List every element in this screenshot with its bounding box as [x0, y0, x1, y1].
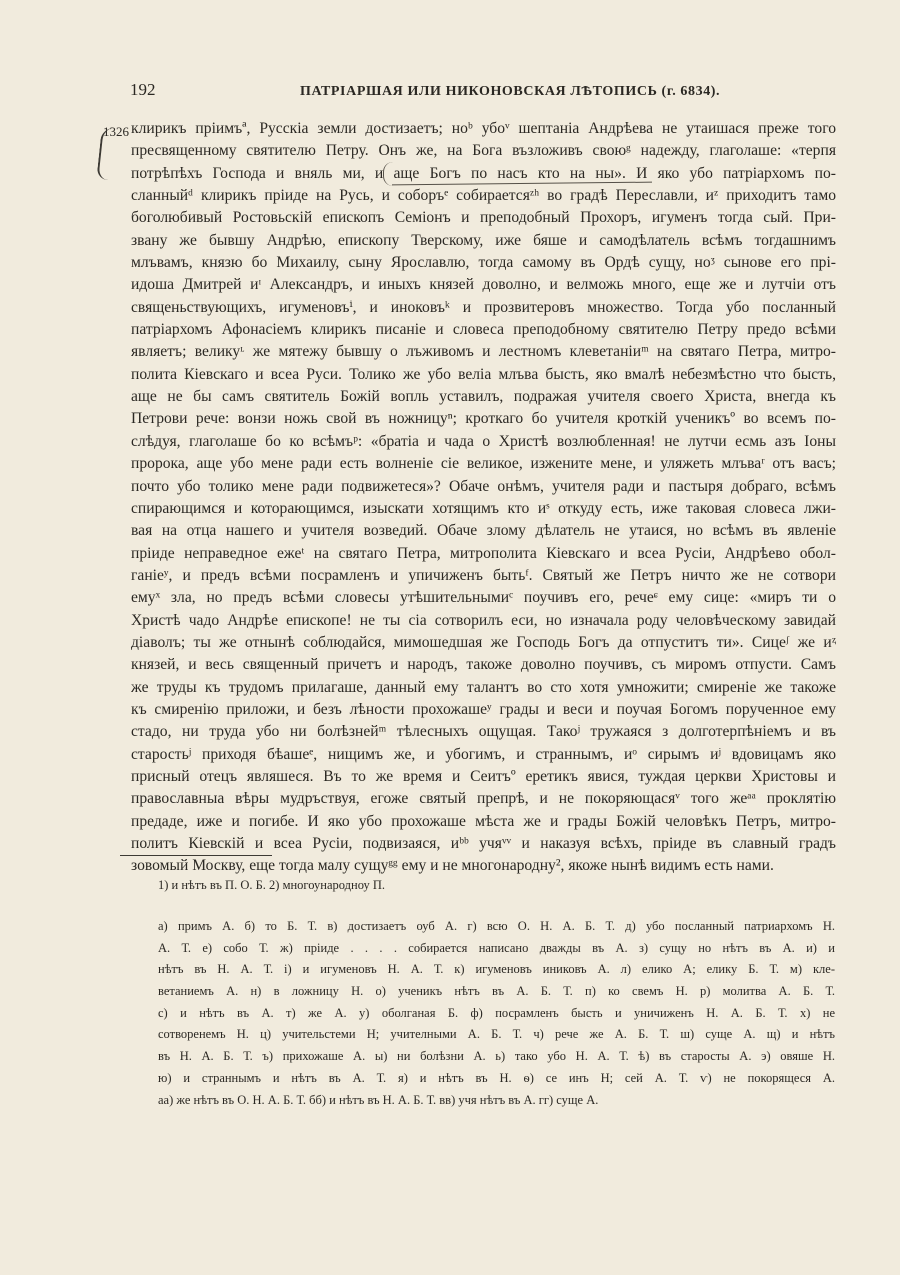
variant-readings — [158, 916, 835, 1111]
text-line: пріиде неправедное ежеᵗ на святаго Петра, митрополита Кіевскаго и всеа Русіи, Андрѣево обол- — [131, 544, 836, 562]
running-title: ПАТРІАРШАЯ ИЛИ НИКОНОВСКАЯ ЛѢТОПИСЬ (г. 6834). — [300, 84, 721, 99]
text-line: являетъ; великуᶫ же мятежу бывшу о лъживомъ и лестномъ клеветаніиᵐ на святаго Петра, митро- — [131, 343, 836, 361]
main-text — [131, 118, 836, 878]
variant-line: сотворенемъ Н. ц) учительстеми Н; учителными А. Б. Т. ч) рече же А. Б. Т. ш) суще А. щ) и нѣтъ — [158, 1027, 835, 1042]
text-line: млъвамъ, князю бо Михаилу, сыну Ярославлю, тогда самому въ Ордѣ сущу, ноᶾ сынове его прі- — [131, 254, 836, 272]
text-line: ганіеʸ, и предъ всѣми посрамленъ и упичиженъ бытьᶠ. Святый же Петръ ничто же не сотвори — [131, 566, 836, 584]
text-line: политъ Кіевскій и всеа Русіи, подвизаяся, иᵇᵇ учяᵛᵛ и наказуя всѣхъ, пріиде въ славный градъ — [131, 835, 836, 852]
text-line: боголюбивый Ростовьскій епископъ Семіонъ и преподобный Прохоръ, игуменъ тогда сый. При- — [131, 209, 836, 227]
text-line: аще не бы самъ святитель Божій вопль уставилъ, подражая учителя своего Христа, внегда къ — [131, 388, 836, 406]
text-line: присный отецъ являшеся. Въ то же время и Сеитъº еретикъ явися, туждая церкви Христовы и — [131, 767, 836, 785]
text-line: емуˣ зла, но предъ всѣми словесы утѣшительнымиᶜ поучивъ его, речеᶝ ему сице: «миръ ти о — [131, 589, 836, 607]
text-line: потрѣпѣхъ Господа и вняль ми, и аще Богъ по насъ кто на ны». И яко убо патріархомъ по- — [131, 164, 836, 182]
text-line: идоша Дмитрей иᶦ Александръ, и иныхъ князей доволно, и велможь много, еще же и лутчіи отъ — [131, 276, 836, 294]
text-line: пророка, аще убо мене ради есть волненіе сіе великое, изжените мене, и уляжеть млъваʳ отъ васъ; — [131, 455, 836, 473]
footnote-rule — [120, 855, 272, 856]
text-line: спирающимся и которающимся, изыскати хотящимъ кто иˢ откуду есть, иже таковая словеса лжи- — [131, 499, 836, 517]
text-line: князей, и весь священный причетъ и народъ, такоже доволно поучивъ, съ миромъ отпусти. Самъ — [131, 656, 836, 674]
text-line: Христѣ чадо Андрѣе епископе! не ты сіа сотворилъ еси, но изначала роду человѣческому завидай — [131, 611, 836, 629]
text-line: полита Кіевскаго и всеа Руси. Толико же убо веліа млъва бысть, яко вмалѣ небезмѣстно что бысть, — [131, 365, 836, 383]
variant-line: ю) и страннымъ и нѣтъ въ А. Т. я) и нѣтъ въ Н. ѳ) се инъ Н; сей А. Т. ѵ) не покорящеся А. — [158, 1070, 835, 1085]
text-line: Петрови рече: вонзи ножь свой въ ножницуⁿ; кроткаго бо учителя кроткій ученикъº во всемъ по- — [131, 410, 836, 428]
text-line: священьствующихъ, игуменовъⁱ, и иноковъᵏ и прозвитеровъ множество. Тогда убо посланный — [131, 298, 836, 316]
text-line: пресвященному святителю Петру. Онъ же, на Бога възложивъ своюᵍ надежду, глаголаше: «терпя — [131, 142, 836, 160]
footnote-main: 1) и нѣтъ въ П. О. Б. 2) многоународноу П. — [158, 878, 385, 892]
margin-year: 1326 — [103, 124, 129, 139]
text-line: звану же бывшу Андрѣю, епископу Тверскому, иже бяше и самодѣлатель всѣмъ тогдашнимъ — [131, 231, 836, 249]
text-line: же труды къ трудомъ прилагаше, данный ему талантъ во сто хотя умножити; смиреніе же такоже — [131, 678, 836, 696]
variant-line: а) примъ А. б) то Б. Т. в) достизаетъ оуб А. г) всю О. Н. А. Б. Т. д) убо посланный патриархомъ Н. — [158, 919, 835, 933]
text-line: клирикъ пріимъª, Русскіа земли достизаетъ; ноᵇ убоᵛ шептаніа Андрѣева не утаишася преже того — [131, 120, 836, 137]
variant-line: с) и нѣтъ въ А. т) же А. у) оболганая Б. ф) посрамленъ бысть и уничиженъ Н. А. Б. Т. х) не — [158, 1005, 835, 1020]
text-line: сланныйᵈ клирикъ пріиде на Русь, и соборъᵉ собираетсяᶻʰ во градѣ Переславли, иᶻ приходитъ тамо — [131, 187, 836, 205]
text-line: старостьʲ приходя бѣашеᵉ, нищимъ же, и убогимъ, и страннымъ, иᵒ сирымъ иʲ вдовицамъ яко — [131, 745, 836, 763]
text-line: зовомый Москву, еще тогда малу сущуᵍᵍ ему и не многонародну², якоже нынѣ видимъ есть нами. — [131, 857, 774, 875]
pencil-bracket-mark — [96, 128, 117, 180]
text-line: предаде, иже и погибе. И яко убо прохожаше мѣста же и грады Божій человѣкъ Петръ, митро- — [131, 812, 836, 830]
variant-line: ветаниемъ А. н) в ложницу Н. о) ученикъ нѣтъ въ А. Б. Т. п) ко свемъ Н. р) молитва А. Б. Т. — [158, 984, 835, 999]
variant-line: нѣтъ въ Н. А. Т. і) и игуменовъ Н. А. Т. к) игуменовъ иниковъ А. л) елико А; елику Б. Т. м) кле- — [158, 962, 835, 977]
variant-line: аа) же нѣтъ въ О. Н. А. Б. Т. бб) и нѣтъ въ Н. А. Б. Т. вв) учя нѣтъ въ А. гг) суще А. — [158, 1092, 599, 1107]
text-line: слѣдуя, глаголаше бо ко всѣмъᵖ: «братіа и чада о Христѣ возлюбленная! не лутчи есмь азъ Іоны — [131, 432, 836, 450]
page-header — [130, 80, 780, 100]
variant-line: А. Т. е) собо Т. ж) пріиде . . . . собирается написано дважды въ А. з) сущу но нѣтъ въ А. и) и — [158, 940, 835, 955]
text-line: патріархомъ Афонасіемъ клирикъ писаніе и словеса преподобному святителю Петру предо всѣми — [131, 321, 836, 339]
text-line: діаволъ; ты же отнынѣ соблюдайся, мимошедшая же Господь Богъ да отпуститъ ти». Сицеᶴ же иᶼ — [131, 633, 836, 651]
page-number: 192 — [130, 80, 156, 99]
text-line: православныа вѣры мудръствуя, егоже святый препрѣ, и не покоряющасяᵛ того жеᵃᵃ проклятію — [131, 790, 836, 808]
variant-line: въ Н. А. Б. Т. ъ) прихожаше А. ы) ни болѣзни А. ь) тако убо Н. А. Т. ѣ) въ старосты А. э) овяше Н. — [158, 1049, 835, 1064]
text-line: къ смиренію приложи, и безъ лѣности прохожашеʸ грады и веси и поучая Богомъ порученное ему — [131, 700, 836, 718]
text-line: почто убо толико мене ради подвижетеся»? Обаче онѣмъ, учителя ради и пастыря добраго, всѣмъ — [131, 477, 836, 495]
text-line: стадо, ни труда убо ни болѣзнейᵐ тѣлесныхъ ощущая. Такоʲ тружаяся з долготерпѣніемъ и въ — [131, 723, 836, 741]
text-line: вая на отца нашего и учителя возведий. Обаче злому дѣлатель не утаися, но всѣмъ въ явленіе — [131, 522, 836, 540]
